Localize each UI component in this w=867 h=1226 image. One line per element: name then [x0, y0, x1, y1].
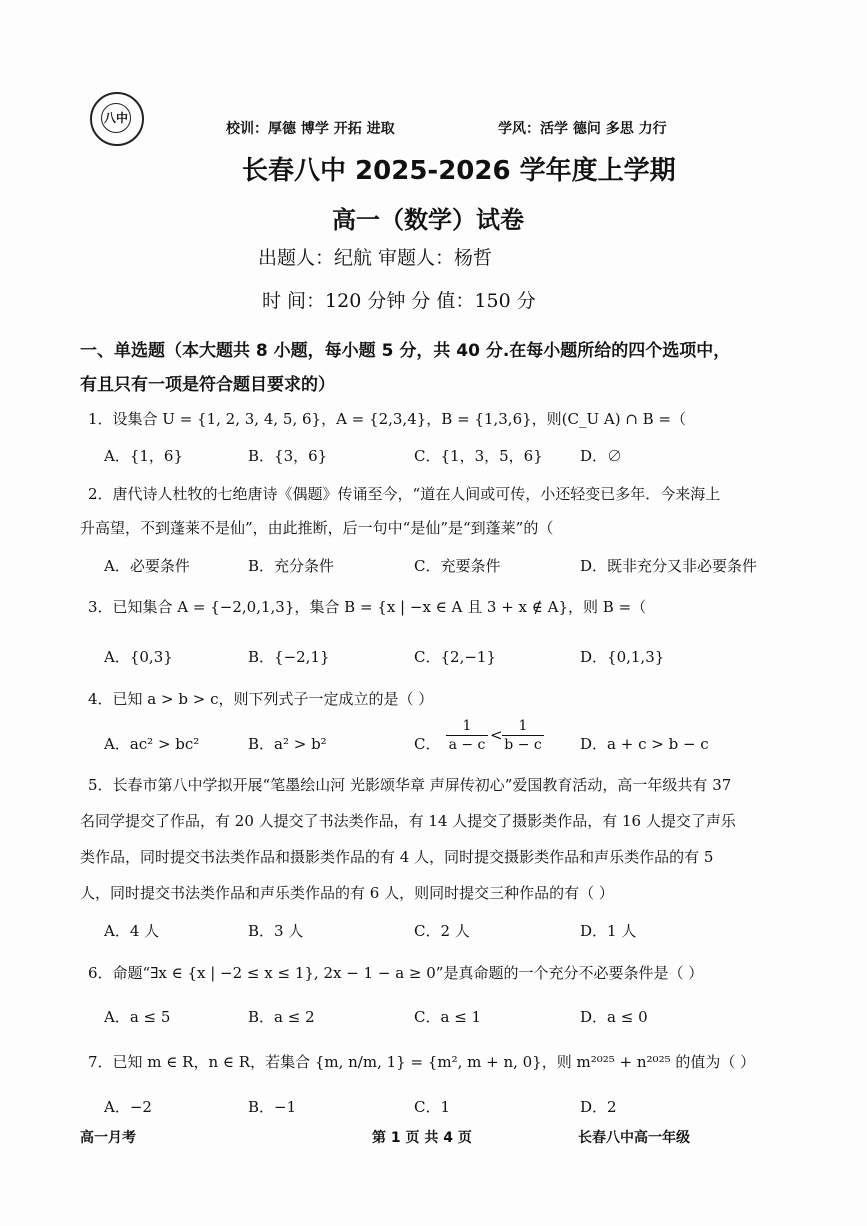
- school-seal: [90, 92, 144, 146]
- frac1-denominator: a − c: [448, 737, 486, 753]
- question-4-option-c-label: C．: [414, 735, 441, 753]
- question-2-stem: 2．唐代诗人杜牧的七绝唐诗《偶题》传诵至今，“道在人间或可传，小还轻变已多年．今来海上: [88, 485, 721, 503]
- question-2-option-b: B．充分条件: [248, 557, 335, 575]
- question-5-stem: 5．长春市第八中学拟开展“笔墨绘山河 光影颂华章 声屏传初心”爱国教育活动，高一年级共有 37: [88, 776, 732, 794]
- question-1-option-c: C．{1，3，5，6}: [414, 447, 543, 465]
- study-motto: 学风：活学 德问 多思 力行: [498, 121, 667, 137]
- question-7-option-a: A．−2: [104, 1098, 152, 1116]
- question-3-option-d: D．{0,1,3}: [580, 648, 665, 666]
- exam-subtitle: 高一（数学）试卷: [332, 206, 524, 234]
- exam-time-score: 时 间：120 分钟 分 值：150 分: [262, 290, 536, 312]
- footer-page-number: 第 1 页 共 4 页: [372, 1130, 472, 1146]
- question-4-option-c-frac2: [502, 718, 544, 754]
- question-6-stem: 6．命题“∃x ∈ {x | −2 ≤ x ≤ 1}, 2x − 1 − a ≥ 0”是真命题的一个充分不必要条件是（ ）: [88, 964, 704, 982]
- question-5-option-b: B．3 人: [248, 922, 304, 940]
- question-6-option-a: A．a ≤ 5: [104, 1008, 171, 1026]
- question-4-option-d: D．a + c > b − c: [580, 735, 709, 753]
- question-2-option-d: D．既非充分又非必要条件: [580, 557, 758, 575]
- question-3-stem: 3．已知集合 A = {−2,0,1,3}，集合 B = {x | −x ∈ A 且 3 + x ∉ A}，则 B =（: [88, 598, 647, 616]
- section-heading: 一、单选题（本大题共 8 小题，每小题 5 分，共 40 分.在每小题所给的四个选项中，: [80, 341, 731, 361]
- question-1-option-a: A．{1，6}: [104, 447, 184, 465]
- footer-exam-name: 高一月考: [80, 1130, 136, 1146]
- frac2-numerator: 1: [502, 718, 544, 736]
- question-3-option-a: A．{0,3}: [104, 648, 173, 666]
- question-4-stem: 4．已知 a > b > c，则下列式子一定成立的是（ ）: [88, 690, 434, 708]
- frac1-numerator: 1: [446, 718, 488, 736]
- question-2-stem-cont: 升高望，不到蓬莱不是仙”，由此推断，后一句中“是仙”是“到蓬莱”的（: [80, 519, 554, 537]
- question-4-option-c-frac1: [446, 718, 488, 754]
- question-2-option-c: C．充要条件: [414, 557, 501, 575]
- question-4-option-c-relation: <: [490, 726, 503, 744]
- question-6-option-d: D．a ≤ 0: [580, 1008, 648, 1026]
- question-4-option-a: A．ac² > bc²: [104, 735, 200, 753]
- question-5-stem-cont-3: 人，同时提交书法类作品和声乐类作品的有 6 人，则同时提交三种作品的有（ ）: [80, 884, 614, 902]
- question-7-option-b: B．−1: [248, 1098, 297, 1116]
- question-3-option-b: B．{−2,1}: [248, 648, 330, 666]
- question-5-stem-cont-2: 类作品，同时提交书法类作品和摄影类作品的有 4 人，同时提交摄影类作品和声乐类作品的有 5: [80, 848, 714, 866]
- question-7-stem: 7．已知 m ∈ R，n ∈ R，若集合 {m, n/m, 1} = {m², m + n, 0}，则 m²⁰²⁵ + n²⁰²⁵ 的值为（ ）: [88, 1053, 756, 1071]
- question-6-option-b: B．a ≤ 2: [248, 1008, 315, 1026]
- question-7-option-c: C．1: [414, 1098, 451, 1116]
- frac2-denominator: b − c: [504, 737, 542, 753]
- exam-authors: 出题人：纪航 审题人：杨哲: [258, 247, 493, 269]
- question-5-option-a: A．4 人: [104, 922, 160, 940]
- footer-school-grade: 长春八中高一年级: [578, 1130, 690, 1146]
- question-7-option-d: D．2: [580, 1098, 617, 1116]
- question-1-option-d: D．∅: [580, 447, 623, 465]
- school-motto: 校训：厚德 博学 开拓 进取: [226, 121, 395, 137]
- question-2-option-a: A．必要条件: [104, 557, 190, 575]
- section-heading-cont: 有且只有一项是符合题目要求的）: [80, 375, 335, 395]
- question-4-option-b: B．a² > b²: [248, 735, 327, 753]
- question-5-stem-cont-1: 名同学提交了作品，有 20 人提交了书法类作品，有 14 人提交了摄影类作品，有 16 人提交了声乐: [80, 812, 736, 830]
- question-5-option-d: D．1 人: [580, 922, 637, 940]
- question-1-stem: 1．设集合 U = {1, 2, 3, 4, 5, 6}，A = {2,3,4}，B = {1,3,6}，则(C_U A) ∩ B =（: [88, 410, 687, 428]
- question-5-option-c: C．2 人: [414, 922, 470, 940]
- exam-title: 长春八中 2025-2026 学年度上学期: [242, 156, 676, 186]
- seal-text: 八中: [101, 103, 131, 133]
- question-1-option-b: B．{3，6}: [248, 447, 328, 465]
- question-3-option-c: C．{2,−1}: [414, 648, 496, 666]
- question-6-option-c: C．a ≤ 1: [414, 1008, 482, 1026]
